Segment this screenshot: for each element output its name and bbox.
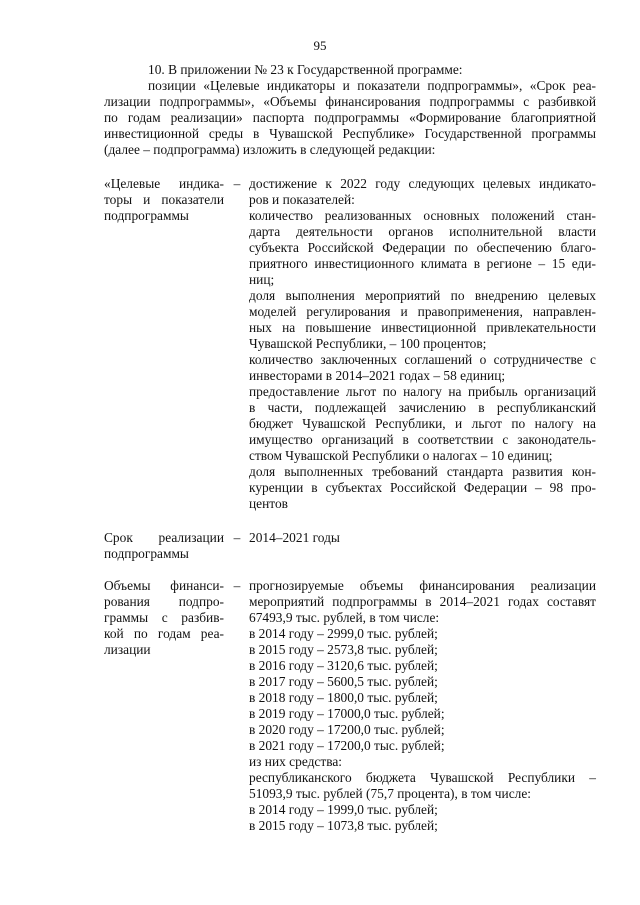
section-label-line: лизации — [104, 642, 151, 657]
content-line: в 2015 году – 1073,8 тыс. рублей; — [249, 818, 438, 833]
content-line: куренции в субъектах Российской Федерации – 98 про- — [249, 480, 596, 495]
content-line: приятного инвестиционного климата в регионе – 15 еди- — [249, 256, 596, 271]
content-line: моделей регулирования и правоприменения, направлен- — [249, 304, 596, 319]
content-line: доля выполнения мероприятий по внедрению целевых — [249, 288, 596, 303]
section-label — [104, 530, 224, 562]
section-label-line: Срок реализации — [104, 530, 224, 545]
intro-paragraph-line: (далее – подпрограмма) изложить в следующей редакции: — [104, 142, 436, 157]
section-label-line: кой по годам реа- — [104, 626, 224, 641]
content-line: мероприятий подпрограммы в 2014–2021 годах составят — [249, 594, 596, 609]
content-line: центов — [249, 496, 288, 511]
content-line: доля выполненных требований стандарта развития кон- — [249, 464, 596, 479]
section-content — [249, 578, 596, 834]
content-line: в 2014 году – 1999,0 тыс. рублей; — [249, 802, 438, 817]
section-label — [104, 578, 224, 658]
content-line: количество заключенных соглашений о сотрудничестве с — [249, 352, 596, 367]
section-label-line: торы и показатели — [104, 192, 224, 207]
content-line: инвесторами в 2014–2021 годах – 58 единиц; — [249, 368, 506, 383]
content-line: ров и показателей: — [249, 192, 355, 207]
content-line: из них средства: — [249, 754, 343, 769]
section-dash: – — [233, 176, 241, 191]
section-label-line: Объемы финанси- — [104, 578, 224, 593]
content-line: республиканского бюджета Чувашской Республики – — [249, 770, 596, 785]
content-line: в 2015 году – 2573,8 тыс. рублей; — [249, 642, 438, 657]
section-content — [249, 176, 596, 512]
intro-paragraph-line: по годам реализации» паспорта подпрограммы «Формирование благоприятной — [104, 110, 596, 125]
content-line: в 2017 году – 5600,5 тыс. рублей; — [249, 674, 438, 689]
content-line: достижение к 2022 году следующих целевых индикато- — [249, 176, 596, 191]
section-label-line: «Целевые индика- — [104, 176, 224, 191]
content-line: ных на повышение инвестиционной привлекательности — [249, 320, 596, 335]
section-label-line: подпрограммы — [104, 546, 189, 561]
content-line: 67493,9 тыс. рублей, в том числе: — [249, 610, 440, 625]
content-line: 51093,9 тыс. рублей (75,7 процента), в том числе: — [249, 786, 531, 801]
section-label-line: рования подпро- — [104, 594, 224, 609]
content-line: 2014–2021 годы — [249, 530, 340, 545]
section-content — [249, 530, 596, 546]
content-line: в 2019 году – 17000,0 тыс. рублей; — [249, 706, 445, 721]
content-line: дарта деятельности органов исполнительной власти — [249, 224, 596, 239]
content-line: в 2020 году – 17200,0 тыс. рублей; — [249, 722, 445, 737]
intro-item-heading: 10. В приложении № 23 к Государственной программе: — [148, 62, 463, 77]
content-line: прогнозируемые объемы финансирования реализации — [249, 578, 596, 593]
content-line: Чувашской Республики, – 100 процентов; — [249, 336, 487, 351]
content-line: субъекта Российской Федерации по обеспечению благо- — [249, 240, 596, 255]
section-label-line: подпрограммы — [104, 208, 189, 223]
content-line: предоставление льгот по налогу на прибыль организаций — [249, 384, 596, 399]
content-line: бюджет Чувашской Республики, и льгот по налогу на — [249, 416, 596, 431]
content-line: ниц; — [249, 272, 275, 287]
content-line: в 2021 году – 17200,0 тыс. рублей; — [249, 738, 445, 753]
content-line: в 2018 году – 1800,0 тыс. рублей; — [249, 690, 438, 705]
section-dash: – — [233, 578, 241, 593]
section-label-line: граммы с разбив- — [104, 610, 224, 625]
intro-paragraph-line: позиции «Целевые индикаторы и показатели подпрограммы», «Срок реа- — [148, 78, 596, 93]
content-line: в 2014 году – 2999,0 тыс. рублей; — [249, 626, 438, 641]
content-line: в части, подлежащей зачислению в республиканский — [249, 400, 596, 415]
content-line: в 2016 году – 3120,6 тыс. рублей; — [249, 658, 438, 673]
intro-paragraph-line: инвестиционной среды в Чувашской Республике» Государственной программы — [104, 126, 596, 141]
section-dash: – — [233, 530, 241, 545]
page-number: 95 — [313, 38, 327, 53]
intro-paragraph-line: лизации подпрограммы», «Объемы финансирования подпрограммы с разбивкой — [104, 94, 596, 109]
content-line: ством Чувашской Республики о налогах – 10 единиц; — [249, 448, 553, 463]
intro-block — [104, 62, 596, 158]
content-line: количество реализованных основных положений стан- — [249, 208, 596, 223]
content-line: имущество организаций в соответствии с законодатель- — [249, 432, 596, 447]
section-label — [104, 176, 224, 224]
